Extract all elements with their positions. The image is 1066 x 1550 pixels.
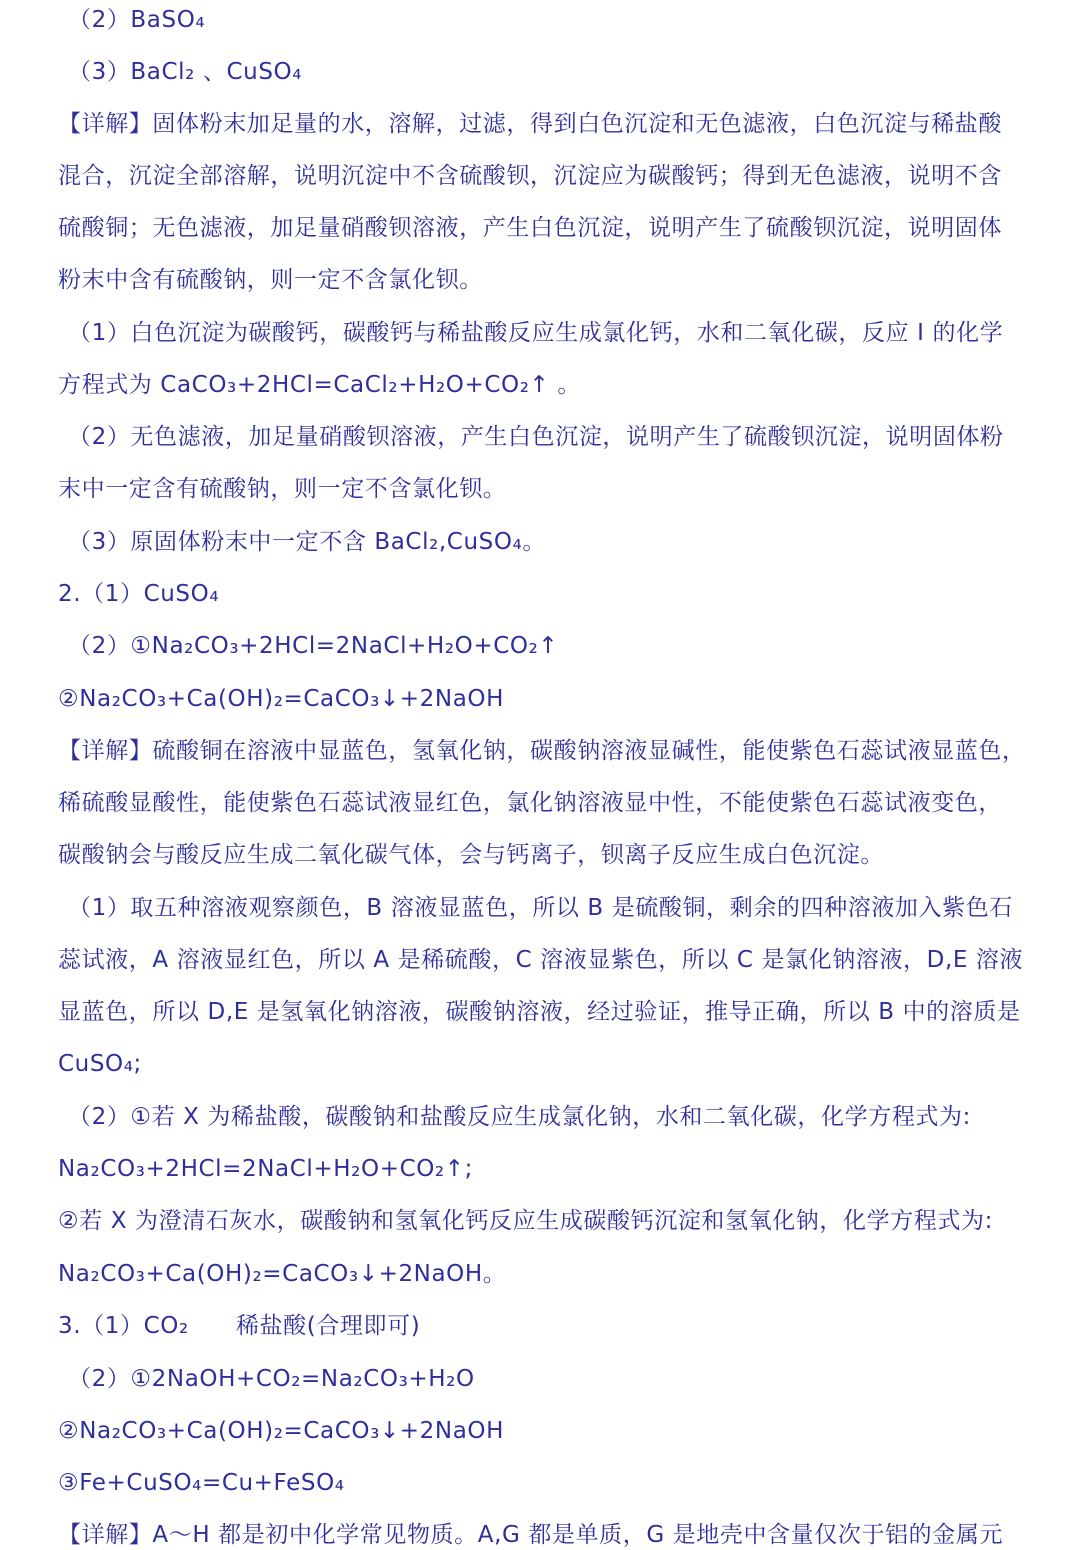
text-line: ②若 X 为澄清石灰水，碳酸钠和氢氧化钙反应生成碳酸钙沉淀和氢氧化钠，化学方程式为: [58, 1208, 993, 1234]
text-line: （2）①Na₂CO₃+2HCl=2NaCl+H₂O+CO₂↑ [68, 633, 559, 659]
text-line: Na₂CO₃+Ca(OH)₂=CaCO₃↓+2NaOH。 [58, 1261, 507, 1287]
text-line: 碳酸钠会与酸反应生成二氧化碳气体，会与钙离子，钡离子反应生成白色沉淀。 [58, 842, 884, 868]
text-line: 稀硫酸显酸性，能使紫色石蕊试液显红色，氯化钠溶液显中性，不能使紫色石蕊试液变色， [58, 790, 1002, 816]
text-line: 【详解】固体粉末加足量的水，溶解，过滤，得到白色沉淀和无色滤液，白色沉淀与稀盐酸 [58, 111, 1002, 137]
text-line: （2）无色滤液，加足量硝酸钡溶液，产生白色沉淀，说明产生了硫酸钡沉淀，说明固体粉 [68, 424, 1004, 450]
text-line: 2.（1）CuSO₄ [58, 581, 220, 607]
text-line: （3）BaCl₂ 、CuSO₄ [68, 59, 303, 85]
text-line: 末中一定含有硫酸钠，则一定不含氯化钡。 [58, 476, 507, 502]
text-line: 【详解】A～H 都是初中化学常见物质。A,G 都是单质，G 是地壳中含量仅次于铝的金属元 [58, 1522, 1004, 1548]
text-line: （3）原固体粉末中一定不含 BaCl₂,CuSO₄。 [68, 529, 546, 555]
text-line: 显蓝色，所以 D,E 是氢氧化钠溶液，碳酸钠溶液，经过验证，推导正确，所以 B 中的溶质是 [58, 999, 1021, 1025]
text-line: ③Fe+CuSO₄=Cu+FeSO₄ [58, 1470, 345, 1496]
text-line: 蕊试液，A 溶液显红色，所以 A 是稀硫酸，C 溶液显紫色，所以 C 是氯化钠溶液，D,E 溶液 [58, 947, 1024, 973]
text-line: 硫酸铜；无色滤液，加足量硝酸钡溶液，产生白色沉淀，说明产生了硫酸钡沉淀，说明固体 [58, 215, 1002, 241]
text-line: ②Na₂CO₃+Ca(OH)₂=CaCO₃↓+2NaOH [58, 686, 504, 712]
text-line: 粉末中含有硫酸钠，则一定不含氯化钡。 [58, 267, 483, 293]
text-line: （1）白色沉淀为碳酸钙，碳酸钙与稀盐酸反应生成氯化钙，水和二氧化碳，反应 I 的化学 [68, 320, 1004, 346]
text-line: （1）取五种溶液观察颜色，B 溶液显蓝色，所以 B 是硫酸铜，剩余的四种溶液加入紫色石 [68, 895, 1013, 921]
text-line: （2）①2NaOH+CO₂=Na₂CO₃+H₂O [68, 1366, 475, 1392]
text-line: 3.（1）CO₂ 稀盐酸(合理即可) [58, 1313, 421, 1339]
text-line: Na₂CO₃+2HCl=2NaCl+H₂O+CO₂↑; [58, 1156, 473, 1182]
text-line: 混合，沉淀全部溶解，说明沉淀中不含硫酸钡，沉淀应为碳酸钙；得到无色滤液，说明不含 [58, 163, 1002, 189]
text-line: （2）BaSO₄ [68, 7, 206, 33]
text-line: （2）①若 X 为稀盐酸，碳酸钠和盐酸反应生成氯化钠，水和二氧化碳，化学方程式为: [68, 1104, 971, 1130]
text-line: 【详解】硫酸铜在溶液中显蓝色，氢氧化钠，碳酸钠溶液显碱性，能使紫色石蕊试液显蓝色， [58, 738, 1026, 764]
text-line: 方程式为 CaCO₃+2HCl=CaCl₂+H₂O+CO₂↑ 。 [58, 372, 581, 398]
text-line: ②Na₂CO₃+Ca(OH)₂=CaCO₃↓+2NaOH [58, 1418, 504, 1444]
text-line: CuSO₄; [58, 1051, 142, 1077]
